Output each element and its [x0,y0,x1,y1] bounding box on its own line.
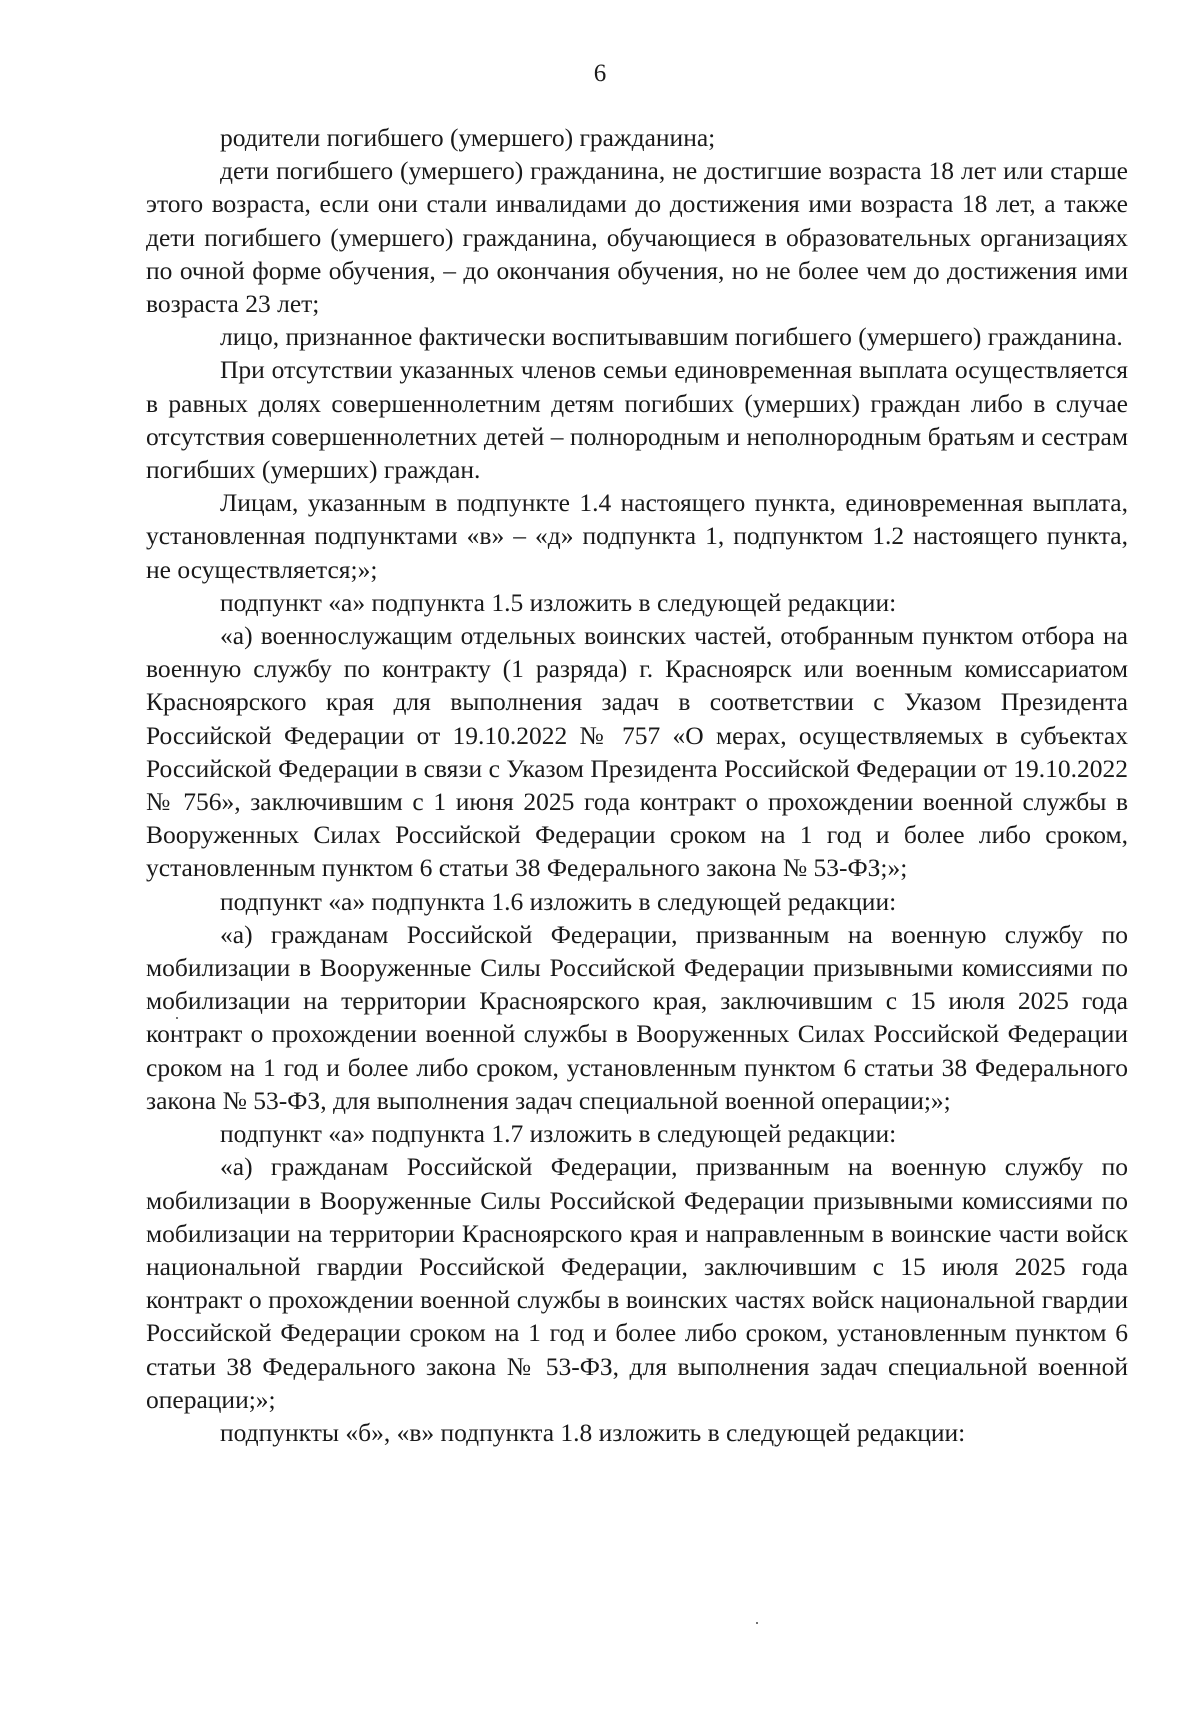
paragraph-amend-1-6: подпункт «а» подпункта 1.6 изложить в следующей редакции: [220,886,897,916]
page-number: 6 [593,60,607,87]
paragraph-amend-1-7: подпункт «а» подпункта 1.7 изложить в следующей редакции: [220,1119,897,1149]
paragraph-absence-of-family: При отсутствии указанных членов семьи единовременная выплата осуществляется в равных долях совершеннолетним детям погибших (умерших) граждан либо в случае отсутствия совершеннолетних детей – полнородным и неполнородным братьям и сестрам погибших (умерших) граждан. [146,355,1128,485]
paragraph-text-1-5-a: «а) военнослужащим отдельных воинских частей, отобранным пунктом отбора на военную службу по контракту (1 разряда) г. Красноярск или военным комиссариатом Красноярского края для выполнения задач в соответствии с Указом Президента Российской Федерации от 19.10.2022 № 757 «О мерах, осуществляемых в субъектах Российской Федерации в связи с Указом Президента Российской Федерации от 19.10.2022 № 756», заключившим с 1 июня 2025 года контракт о прохождении военной службы в Вооруженных Силах Российской Федерации сроком на 1 год и более либо сроком, установленным пунктом 6 статьи 38 Федерального закона № 53-ФЗ;»; [146,621,1128,883]
scan-speck [176,1017,178,1019]
paragraph-guardian: лицо, признанное фактически воспитывавшим погибшего (умершего) гражданина. [220,322,1123,352]
paragraph-text-1-7-a: «а) гражданам Российской Федерации, призванным на военную службу по мобилизации в Вооруженные Силы Российской Федерации призывными комиссиями по мобилизации на территории Красноярского края и направленным в воинские части войск национальной гвардии Российской Федерации, заключившим с 15 июля 2025 года контракт о прохождении военной службы в воинских частях войск национальной гвардии Российской Федерации сроком на 1 год и более либо сроком, установленным пунктом 6 статьи 38 Федерального закона № 53-ФЗ, для выполнения задач специальной военной операции;»; [146,1152,1128,1414]
scan-speck [756,1622,758,1624]
paragraph-parents: родители погибшего (умершего) гражданина; [220,123,716,152]
paragraph-children: дети погибшего (умершего) гражданина, не достигшие возраста 18 лет или старше этого возраста, если они стали инвалидами до достижения ими возраста 18 лет, а также дети погибшего (умершего) гражданина, обучающиеся в образовательных организациях по очной форме обучения, – до окончания обучения, но не более чем до достижения ими возраста 23 лет; [146,156,1128,319]
paragraph-amend-1-8: подпункты «б», «в» подпункта 1.8 изложить в следующей редакции: [220,1417,966,1447]
paragraph-text-1-6-a: «а) гражданам Российской Федерации, призванным на военную службу по мобилизации в Вооруженные Силы Российской Федерации призывными комиссиями по мобилизации на территории Красноярского края, заключившим с 15 июля 2025 года контракт о прохождении военной службы в Вооруженных Силах Российской Федерации сроком на 1 год и более либо сроком, установленным пунктом 6 статьи 38 Федерального закона № 53-ФЗ, для выполнения задач специальной военной операции;»; [146,919,1128,1115]
document-body [146,121,1128,1449]
paragraph-subparagraph-1-4: Лицам, указанным в подпункте 1.4 настоящего пункта, единовременная выплата, установленная подпунктами «в» – «д» подпункта 1, подпунктом 1.2 настоящего пункта, не осуществляется;»; [146,488,1128,584]
paragraph-amend-1-5: подпункт «а» подпункта 1.5 изложить в следующей редакции: [220,587,897,617]
